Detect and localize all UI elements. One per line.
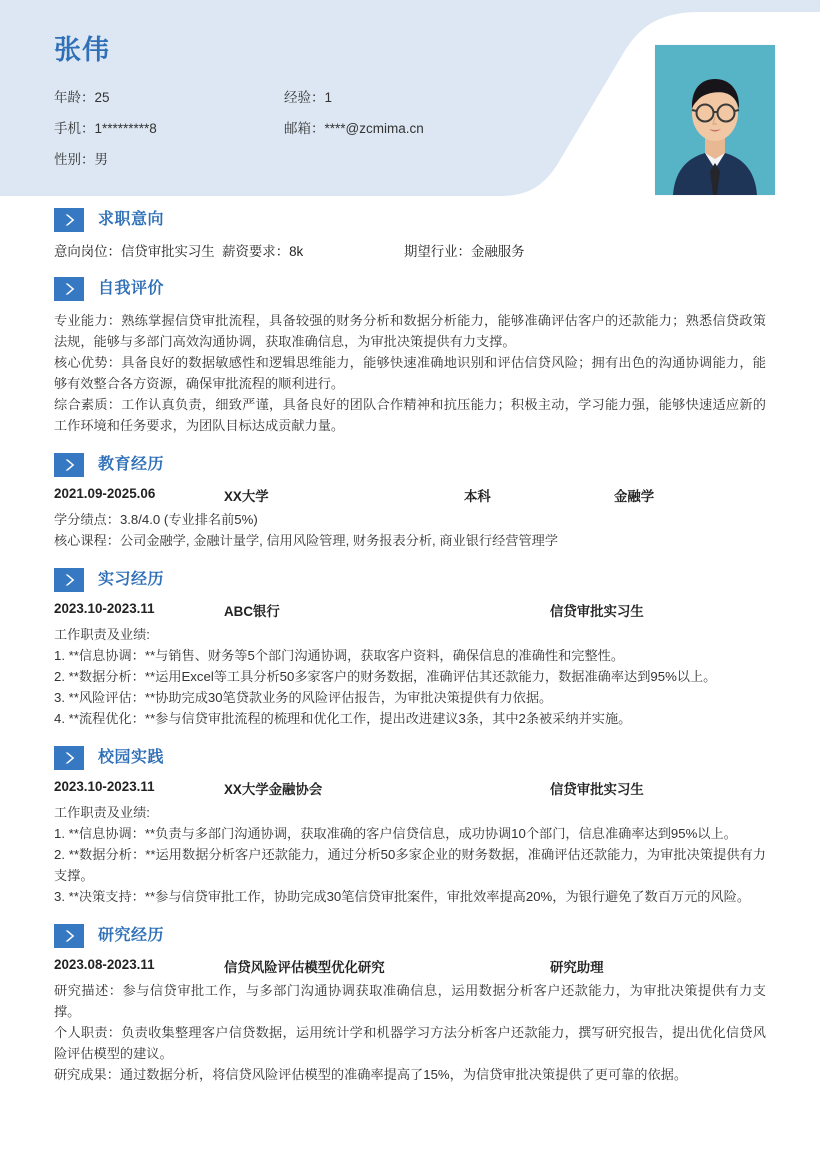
job-intent-salary-label: 薪资要求： (222, 244, 290, 259)
research-paragraph: 研究成果：通过数据分析，将信贷风险评估模型的准确率提高了15%，为信贷审批决策提供了更可靠的依据。 (54, 1067, 688, 1082)
internship-row (54, 601, 766, 620)
page-title: 张伟 (54, 35, 110, 65)
education-gpa-value: 3.8/4.0 (专业排名前5%) (119, 512, 258, 527)
meta-phone (54, 117, 284, 137)
meta-age-label: 年龄： (54, 89, 95, 105)
internship-bullet: 2. **数据分析：**运用Excel等工具分析50多家客户的财务数据，准确评估其还款能力，数据准确率达到95%以上。 (54, 669, 717, 684)
meta-gender-label: 性别： (54, 151, 95, 167)
education-degree: 本科 (464, 489, 491, 504)
research-paragraph: 个人职责：负责收集整理客户信贷数据，运用统计学和机器学习方法分析客户还款能力，撰写研究报告，提出优化信贷风险评估模型的建议。 (54, 1025, 766, 1061)
education-major: 金融学 (614, 489, 655, 504)
chevron-right-icon (54, 746, 84, 770)
research-paragraph: 研究描述：参与信贷审批工作，与多部门沟通协调获取准确信息，运用数据分析客户还款能力，为审批决策提供有力支撑。 (54, 983, 766, 1019)
meta-gender-value: 男 (94, 151, 108, 167)
internship-bullet: 4. **流程优化：**参与信贷审批流程的梳理和优化工作，提出改进建议3条，其中2条被采纳并实施。 (54, 711, 632, 726)
research-project: 信贷风险评估模型优化研究 (224, 960, 385, 975)
job-intent-industry-value: 金融服务 (470, 244, 525, 259)
education-courses-value: 公司金融学, 金融计量学, 信用风险管理, 财务报表分析, 商业银行经营管理学 (119, 533, 559, 548)
education-gpa-label: 学分绩点： (54, 512, 120, 527)
internship-date: 2023.10-2023.11 (54, 601, 155, 616)
self-evaluation-paragraph: 核心优势：具备良好的数据敏感性和逻辑思维能力，能够快速准确地识别和评估信贷风险；拥有出色的沟通协调能力，能够有效整合各方资源，确保审批流程的顺利进行。 (54, 355, 766, 391)
job-intent-industry-label: 期望行业： (404, 244, 471, 259)
meta-age-value: 25 (94, 89, 110, 105)
internship-bullet: 3. **风险评估：**协助完成30笔贷款业务的风险评估报告，为审批决策提供有力依据。 (54, 690, 553, 705)
campus-practice-date: 2023.10-2023.11 (54, 779, 155, 794)
meta-experience-label: 经验： (284, 89, 325, 105)
internship-role: 信贷审批实习生 (550, 604, 644, 619)
section-title-internship: 实习经历 (98, 571, 165, 588)
header-personal-info (54, 36, 424, 168)
section-header-education (54, 453, 766, 477)
chevron-right-icon (54, 453, 84, 477)
education-date: 2021.09-2025.06 (54, 486, 156, 501)
section-header-job-intent (54, 208, 766, 232)
education-gpa (54, 509, 766, 530)
meta-email-value: ****@zcmima.cn (324, 120, 424, 136)
chevron-right-icon (54, 277, 84, 301)
job-intent-position-value: 信贷审批实习生 (120, 244, 215, 259)
section-title-self-evaluation: 自我评价 (98, 280, 165, 297)
internship-bullet: 1. **信息协调：**与销售、财务等5个部门沟通协调，获取客户资料，确保信息的准确性和完整性。 (54, 648, 625, 663)
resume-body (0, 208, 820, 1085)
education-school: XX大学 (224, 489, 269, 504)
campus-practice-bullet: 3. **决策支持：**参与信贷审批工作，协助完成30笔信贷审批案件，审批效率提高20%，为银行避免了数百万元的风险。 (54, 889, 751, 904)
meta-experience (284, 86, 424, 106)
section-header-self-evaluation (54, 277, 766, 301)
research-role: 研究助理 (550, 960, 604, 975)
section-title-education: 教育经历 (98, 456, 165, 473)
avatar (655, 45, 775, 195)
job-intent-industry (404, 241, 525, 260)
job-intent-position (54, 241, 404, 260)
chevron-right-icon (54, 208, 84, 232)
job-intent-salary-value: 8k (289, 244, 304, 259)
campus-practice-row (54, 779, 766, 798)
meta-email-label: 邮箱： (284, 120, 325, 136)
meta-age (54, 86, 284, 106)
section-title-job-intent: 求职意向 (98, 211, 165, 228)
job-intent-row (54, 241, 766, 260)
meta-email (284, 117, 424, 137)
education-courses (54, 530, 766, 551)
campus-practice-role: 信贷审批实习生 (550, 782, 644, 797)
meta-experience-value: 1 (324, 89, 333, 105)
campus-practice-bullet: 2. **数据分析：**运用数据分析客户还款能力，通过分析50多家企业的财务数据，准确评估还款能力，为审批决策提供有力支撑。 (54, 847, 766, 883)
self-evaluation-paragraph: 综合素质：工作认真负责，细致严谨，具备良好的团队合作精神和抗压能力；积极主动，学习能力强，能够快速适应新的工作环境和任务要求，为团队目标达成贡献力量。 (54, 397, 766, 433)
section-title-campus-practice: 校园实践 (98, 749, 165, 766)
education-row (54, 486, 766, 505)
campus-practice-bullet: 1. **信息协调：**负责与多部门沟通协调，获取准确的客户信贷信息，成功协调10个部门，信息准确率达到95%以上。 (54, 826, 737, 841)
resume-header (0, 0, 820, 200)
portrait-photo-icon (655, 45, 775, 195)
research-row (54, 957, 766, 976)
education-courses-label: 核心课程： (54, 533, 120, 548)
chevron-right-icon (54, 568, 84, 592)
job-intent-position-label: 意向岗位： (54, 244, 121, 259)
meta-phone-value: 1*********8 (94, 120, 157, 136)
section-title-research: 研究经历 (98, 927, 165, 944)
meta-empty-slot (284, 148, 424, 168)
internship-duties-label: 工作职责及业绩: (54, 627, 150, 642)
personal-meta-grid (54, 86, 424, 168)
chevron-right-icon (54, 924, 84, 948)
section-header-internship (54, 568, 766, 592)
section-header-campus-practice (54, 746, 766, 770)
meta-phone-label: 手机： (54, 120, 95, 136)
section-header-research (54, 924, 766, 948)
campus-practice-duties-label: 工作职责及业绩: (54, 805, 150, 820)
research-date: 2023.08-2023.11 (54, 957, 155, 972)
meta-gender (54, 148, 284, 168)
self-evaluation-paragraph: 专业能力：熟练掌握信贷审批流程，具备较强的财务分析和数据分析能力，能够准确评估客户的还款能力；熟悉信贷政策法规，能够与多部门高效沟通协调，获取准确信息，为审批决策提供有力支撑。 (54, 313, 766, 349)
internship-company: ABC银行 (224, 604, 280, 619)
campus-practice-organization: XX大学金融协会 (224, 782, 323, 797)
